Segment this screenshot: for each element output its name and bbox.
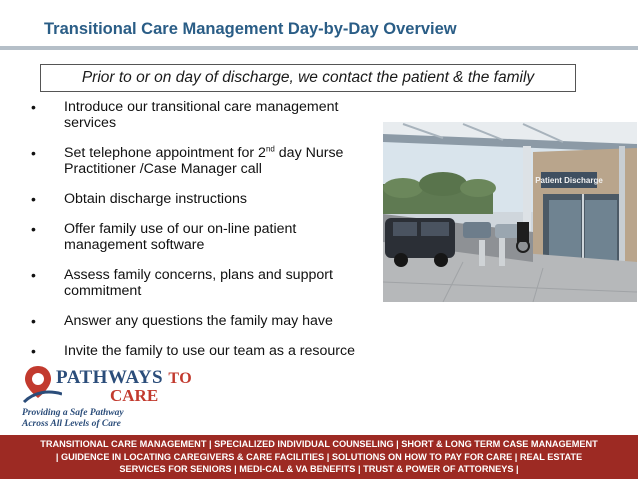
- logo-brand-to: TO: [168, 370, 193, 387]
- photo-illustration: [383, 122, 637, 302]
- logo-tagline-line1: Providing a Safe Pathway: [22, 408, 124, 418]
- discharge-entrance-photo: [383, 122, 637, 302]
- footer-line: SERVICES FOR SENIORS | MEDI-CAL & VA BENEFITS | TRUST & POWER OF ATTORNEYS |: [119, 464, 519, 474]
- logo-tagline-line2: Across All Levels of Care: [22, 419, 121, 429]
- subtitle-text: Prior to or on day of discharge, we contact the patient & the family: [81, 69, 535, 86]
- bullet-text: commitment: [64, 283, 142, 299]
- bullet-text: Answer any questions the family may have: [64, 313, 333, 329]
- logo-brand-line2: CARE: [110, 386, 159, 405]
- bullet-icon: •: [31, 221, 36, 237]
- bullet-text: Assess family concerns, plans and support: [64, 267, 333, 283]
- bullet-text: services: [64, 115, 117, 131]
- title-divider: [0, 46, 638, 50]
- bullet-superscript: nd: [265, 144, 275, 154]
- bullet-text: Invite the family to use our team as a resource: [64, 343, 355, 359]
- bullet-text: Set telephone appointment for 2: [64, 145, 266, 161]
- bullet-text: day Nurse: [274, 145, 344, 161]
- list-item: [28, 191, 388, 207]
- bullet-list: [28, 99, 388, 359]
- footer-line: | GUIDENCE IN LOCATING CAREGIVERS & CARE FACILITIES | SOLUTIONS ON HOW TO PAY FOR CARE | REAL ESTATE: [55, 451, 583, 462]
- list-item: [28, 267, 388, 299]
- subtitle-box: [40, 64, 576, 92]
- bullet-icon: •: [31, 191, 36, 207]
- list-item: [28, 343, 388, 359]
- footer-line: TRANSITIONAL CARE MANAGEMENT | SPECIALIZED INDIVIDUAL COUNSELING | SHORT & LONG TERM CASE MANAGEMENT: [40, 439, 598, 449]
- bullet-icon: •: [31, 343, 36, 359]
- bullet-text: management software: [64, 237, 205, 253]
- logo-brand-word: PATHWAYS: [56, 367, 164, 388]
- bullet-text: Offer family use of our on-line patient: [64, 221, 297, 237]
- pathways-to-care-logo: [22, 364, 193, 434]
- list-item: [28, 99, 388, 131]
- bullet-text: Introduce our transitional care management: [64, 99, 339, 115]
- services-footer: [0, 435, 638, 479]
- slide-title: Transitional Care Management Day-by-Day Overview: [44, 20, 457, 38]
- list-item: [28, 221, 388, 253]
- bullet-text: Obtain discharge instructions: [64, 191, 247, 207]
- bullet-icon: •: [31, 313, 36, 329]
- bullet-icon: •: [31, 99, 36, 115]
- list-item: [28, 145, 388, 177]
- bullet-icon: •: [31, 145, 36, 161]
- bullet-icon: •: [31, 267, 36, 283]
- bullet-text: Practitioner /Case Manager call: [64, 161, 262, 177]
- list-item: [28, 313, 388, 329]
- photo-sign-text: Patient Discharge: [535, 176, 603, 185]
